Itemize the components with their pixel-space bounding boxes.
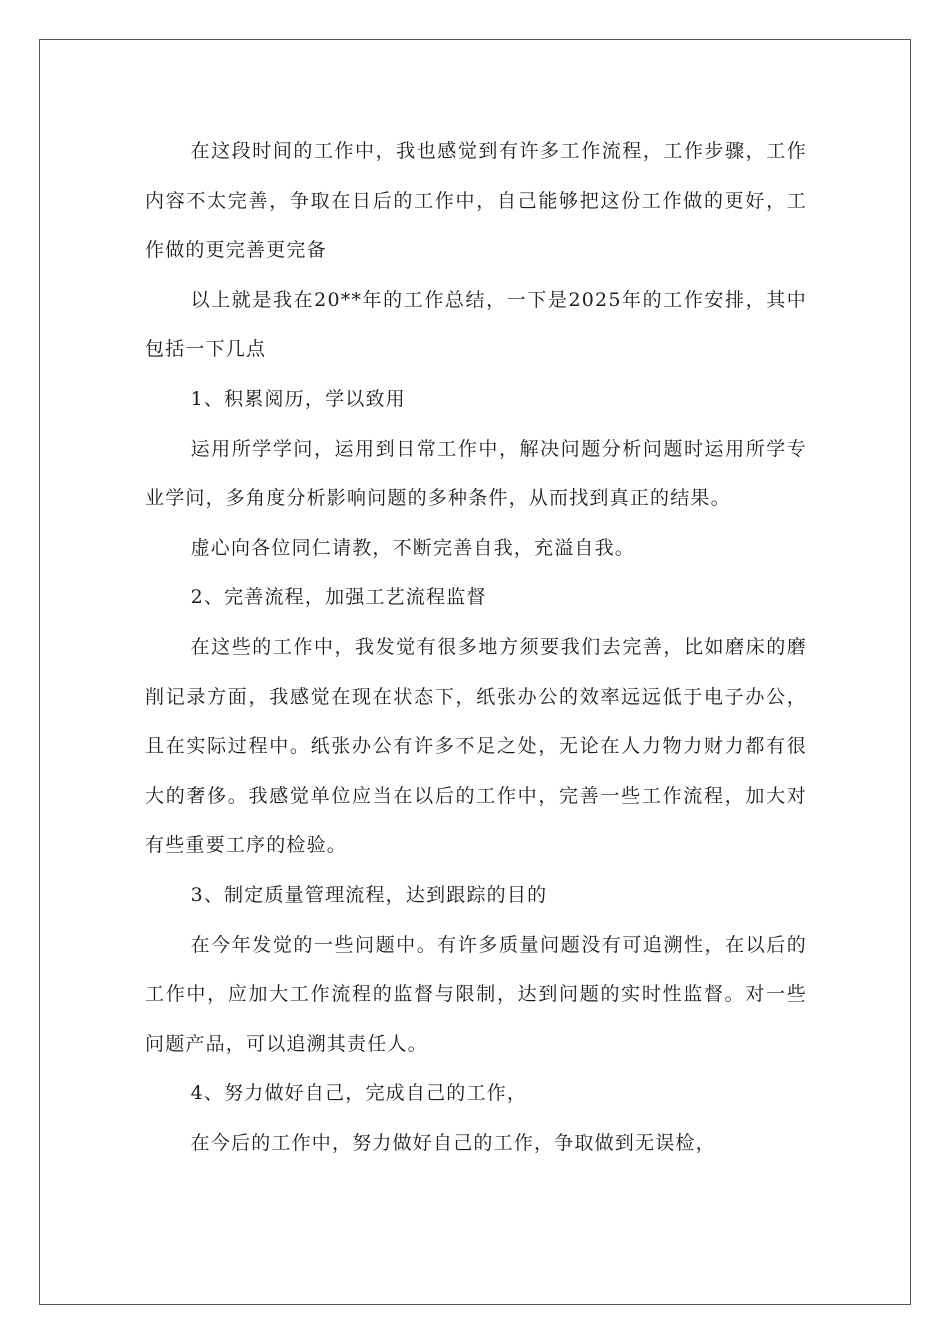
paragraph-6: 在今年发觉的一些问题中。有许多质量问题没有可追溯性，在以后的工作中，应加大工作流程的监督与限制，达到问题的实时性监督。对一些问题产品，可以追溯其责任人。 [145,933,807,1055]
paragraph-7: 在今后的工作中，努力做好自己的工作，争取做到无误检， [190,1131,716,1154]
section-heading-4: 4、努力做好自己，完成自己的工作， [190,1082,528,1105]
section-heading-2: 2、完善流程，加强工艺流程监督 [190,586,487,609]
paragraph-5: 在这些的工作中，我发觉有很多地方须要我们去完善，比如磨床的磨削记录方面，我感觉在现在状态下，纸张办公的效率远远低于电子办公，且在实际过程中。纸张办公有许多不足之处，无论在人力物力财力都有很大的奢侈。我感觉单位应当在以后的工作中，完善一些工作流程，加大对有些重要工序的检验。 [145,635,807,857]
section-heading-3: 3、制定质量管理流程，达到跟踪的目的 [190,883,548,906]
document-body [145,127,807,1168]
paragraph-1: 在这段时间的工作中，我也感觉到有许多工作流程，工作步骤，工作内容不太完善，争取在日后的工作中，自己能够把这份工作做的更好，工作做的更完善更完备 [145,140,807,262]
paragraph-3: 运用所学学问，运用到日常工作中，解决问题分析问题时运用所学专业学问，多角度分析影响问题的多种条件，从而找到真正的结果。 [145,437,807,510]
section-heading-1: 1、积累阅历，学以致用 [190,387,406,410]
paragraph-2: 以上就是我在20**年的工作总结，一下是2025年的工作安排，其中包括一下几点 [145,288,807,361]
paragraph-4: 虚心向各位同仁请教，不断完善自我，充溢自我。 [190,536,635,559]
